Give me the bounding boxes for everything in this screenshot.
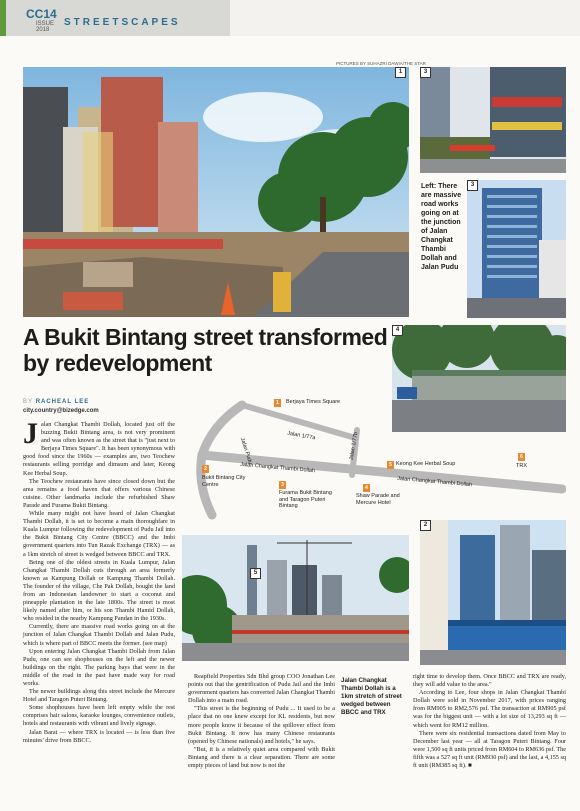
map-marker: 2: [202, 465, 209, 473]
page-number: CC14: [26, 7, 57, 21]
paragraph: According to Lee, four shops in Jalan Changkat Thambi Dollah were sold in November 2017, with prices ranging from RM905 to RM2,576 psf. The transaction at RM905 psf was for the biggest unit — with a lot size of 13,293 sq ft — which went for RM12 million.: [413, 689, 566, 729]
article-column-3: [413, 673, 566, 770]
paragraph: Some shophouses have been left empty while the rest comprises hair salons, karaoke lounges, convenience outlets, hotels and restaurants with vibrant and lively signage.: [23, 704, 175, 728]
pull-caption: Jalan Changkat Thambi Dollah is a 1km stretch of street wedged between BBCC and TRX: [341, 677, 402, 716]
photo-taragon: [420, 520, 566, 665]
map-marker-label: Berjaya Times Square: [286, 399, 341, 405]
photo-shophouses: [420, 67, 566, 173]
paragraph: While many might not have heard of Jalan Changkat Thambi Dollah, it is set to become a main thoroughfare in Kuala Lumpur following the redevelopment of Pudu Jail into the Bukit Bintang City Centre (BBCC) and the Imbi government quarters into Tun Razak Exchange (TRX) — as a 1km stretch of street is wedged between BBCC and TRX.: [23, 510, 175, 558]
map-marker-label: Shaw Parade and Mercure Hotel: [356, 493, 400, 506]
road-label: Jalan Changkat Thambi Dollah: [396, 475, 473, 489]
paragraph: Jalan Barat — where TRX is located — is less than five minutes' drive from BBCC.: [23, 728, 175, 744]
author-name: RACHEAL LEE: [35, 399, 90, 405]
byline-prefix: BY: [23, 399, 34, 405]
map-marker-label: Furama Bukit Bintang and Taragon Puteri Bintang: [279, 490, 332, 509]
paragraph: The Teochew restaurants have since closed down but the area remains a food haven that offers various Chinese cuisine. Other landmarks include the refurbished Shaw Parade and Furama Bukit Bintang.: [23, 477, 175, 509]
photo-number: 3: [420, 67, 431, 78]
article-column-1: [23, 417, 175, 745]
road-label: Jalan Changkat Thambi Dollah: [239, 461, 316, 475]
photo-number: 2: [420, 520, 431, 531]
street-map: [182, 385, 566, 523]
byline: [23, 399, 89, 405]
photo-credit: PICTURES BY SUHAZRI DAWIA/THE STAR: [336, 61, 426, 66]
map-marker: 3: [279, 481, 286, 489]
photo-bbcc-construction: [182, 535, 409, 661]
headline: A Bukit Bintang street transformed by redevelopment: [23, 324, 388, 376]
photo-number: 4: [392, 325, 403, 336]
dropcap: J: [23, 417, 38, 450]
road-label: Jalan 1/77b: [348, 431, 360, 461]
section-title: STREETSCAPES: [64, 17, 181, 28]
paragraph: Upon entering Jalan Changkat Thambi Dollah from Jalan Pudu, one can see shophouses on the left and the newer buildings on the right. The parking bays that were in the middle of the road in the past have made way for road works.: [23, 647, 175, 687]
paragraph: There were six residential transactions dated from May to December last year — all at Taragon Puteri Bintang. Four were 1,500 sq ft units priced from RM604 to RM636 psf. The fifth was a 527 sq ft unit (RM930 psf) and the last, a 4,155 sq ft unit (RM385 sq ft). ■: [413, 729, 567, 770]
photo-roadworks: [23, 67, 409, 317]
issue-line-2: 2018: [36, 27, 50, 33]
header-accent: [0, 0, 6, 36]
road-label: Jalan Pudu: [238, 437, 254, 466]
paragraph: Reapfield Properties Sdn Bhd group COO Jonathan Lee points out that the gentrification of Pudu Jail and the Imbi government quarters has converted Jalan Changkat Thambi Dollah into a main road.: [188, 673, 335, 705]
map-marker: 1: [274, 399, 281, 407]
map-marker-label: Keong Kee Herbal Soup: [396, 461, 456, 467]
map-marker-label: TRX: [516, 463, 527, 469]
map-marker-label: Bukit Bintang City Centre: [202, 475, 246, 488]
author-email: city.country@bizedge.com: [23, 408, 99, 414]
paragraph: Jalan Changkat Thambi Dollah, located just off the buzzing Bukit Bintang area, is not very prominent and was often known as the street that is "just next to Berjaya Times Square". It has been synonymous with good food since the 1960s — examples are, two Teochew restaurants selling porridge and dimsum and later, Keong Kee Herbal Soup.: [23, 417, 175, 477]
paragraph: Being one of the oldest streets in Kuala Lumpur, Jalan Changkat Thambi Dollah cuts through an area formerly known as Kampung Dollah or Kampung Thambi Dollah. The founder of the village, Che Pak Dollah, bought the land from an Indonesian landowner to start a coconut and pineapple plantation in the late 1800s. The street is most likely named after him, or his son Thambi Hamid Dollah, who resided in the nearby Kampung Pandan in the 1930s.: [23, 558, 175, 623]
map-marker: 4: [363, 484, 370, 492]
photo-caption: Left: There are massive road works going on at the junction of Jalan Changkat Thambi Dollah and Jalan Pudu: [421, 183, 462, 271]
paragraph: The newer buildings along this street include the Mercure Hotel and Taragon Puteri Bintang.: [23, 688, 175, 704]
paragraph: "This street is the beginning of Pudu ... It used to be a place that no one knew except for KL residents, but now more people know it because of the spillover effect from Bukit Bintang. It now has many Chinese restaurants (opened by Chinese nationals) and hotels," he says.: [188, 705, 335, 745]
paragraph: Currently, there are massive road works going on at the junction of Jalan Changkat Thambi Dollah and Jalan Pudu, which is where part of BBCC meets the former. (see map): [23, 623, 175, 647]
header-bar: [228, 0, 580, 36]
road-label: Jalan 1/77a: [286, 430, 316, 442]
photo-number: 1: [395, 67, 406, 78]
paragraph: "But, it is a relatively quiet area compared with Bukit Bintang and there is a clear separation. There are some empty pieces of land but now is not the: [188, 745, 335, 770]
paragraph: right time to develop them. Once BBCC and TRX are ready, they will add value to the area.": [413, 673, 566, 689]
end-mark: ■: [468, 762, 472, 770]
issue-label: [36, 21, 54, 33]
photo-number: 3: [467, 180, 478, 191]
photo-number: 5: [250, 568, 261, 579]
map-marker: 5: [387, 461, 394, 469]
article-column-2: [188, 673, 335, 770]
photo-tower: [467, 180, 566, 318]
map-marker: 6: [518, 453, 525, 461]
issue-line-1: ISSUE: [36, 21, 55, 27]
